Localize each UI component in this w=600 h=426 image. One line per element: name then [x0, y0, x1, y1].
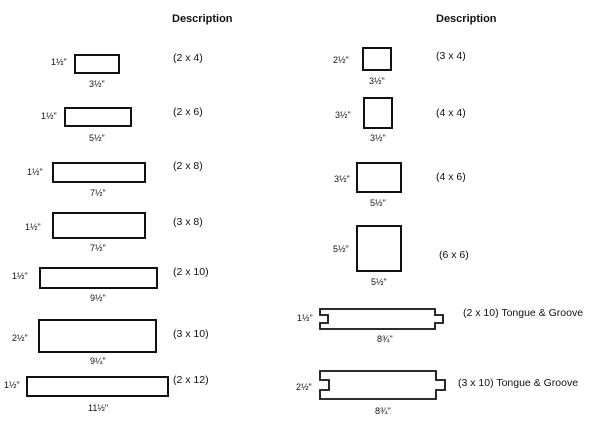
height-label: 2½": [296, 382, 312, 392]
tongue-and-groove-board-outline: [318, 369, 448, 401]
board-description: (3 x 10) Tongue & Groove: [458, 377, 579, 389]
height-label: 1½": [297, 313, 313, 323]
board-outline: [64, 107, 132, 127]
height-label: 2½": [333, 55, 349, 65]
header-left: Description: [172, 13, 233, 25]
width-label: 5½": [370, 198, 386, 208]
board-outline: [52, 212, 146, 239]
height-label: 1½": [25, 222, 41, 232]
width-label: 3½": [369, 76, 385, 86]
width-label: 8¾": [377, 334, 393, 344]
board-outline: [363, 97, 393, 129]
board-outline: [362, 47, 392, 71]
header-right: Description: [436, 13, 497, 25]
board-description: (2 x 12): [173, 374, 209, 386]
width-label: 9½": [90, 293, 106, 303]
board-outline: [356, 225, 402, 272]
board-description: (3 x 8): [173, 216, 203, 228]
width-label: 8¾": [375, 406, 391, 416]
height-label: 5½": [333, 244, 349, 254]
width-label: 3½": [89, 79, 105, 89]
board-description: (4 x 6): [436, 171, 466, 183]
board-description: (2 x 10) Tongue & Groove: [463, 307, 584, 319]
board-outline: [74, 54, 120, 74]
board-description: (2 x 6): [173, 106, 203, 118]
board-description: (3 x 10): [173, 328, 209, 340]
board-description: (6 x 6): [439, 249, 469, 261]
width-label: 7½": [90, 188, 106, 198]
board-outline: [356, 162, 402, 193]
board-description: (2 x 4): [173, 52, 203, 64]
board-outline: [52, 162, 146, 183]
board-description: (2 x 8): [173, 160, 203, 172]
height-label: 3½": [335, 110, 351, 120]
width-label: 11½": [88, 403, 109, 413]
width-label: 3½": [370, 133, 386, 143]
width-label: 7½": [90, 243, 106, 253]
board-description: (3 x 4): [436, 50, 466, 62]
board-outline: [39, 267, 158, 289]
board-outline: [38, 319, 157, 353]
height-label: 1½": [12, 271, 28, 281]
height-label: 1½": [4, 380, 20, 390]
height-label: 2½": [12, 333, 28, 343]
board-description: (4 x 4): [436, 107, 466, 119]
height-label: 1½": [41, 111, 57, 121]
width-label: 9¼": [90, 356, 106, 366]
tongue-and-groove-board-outline: [318, 307, 446, 331]
height-label: 3½": [334, 174, 350, 184]
width-label: 5½": [371, 277, 387, 287]
board-description: (2 x 10): [173, 266, 209, 278]
height-label: 1½": [51, 57, 67, 67]
width-label: 5½": [89, 133, 105, 143]
height-label: 1½": [27, 167, 43, 177]
board-outline: [26, 376, 169, 397]
